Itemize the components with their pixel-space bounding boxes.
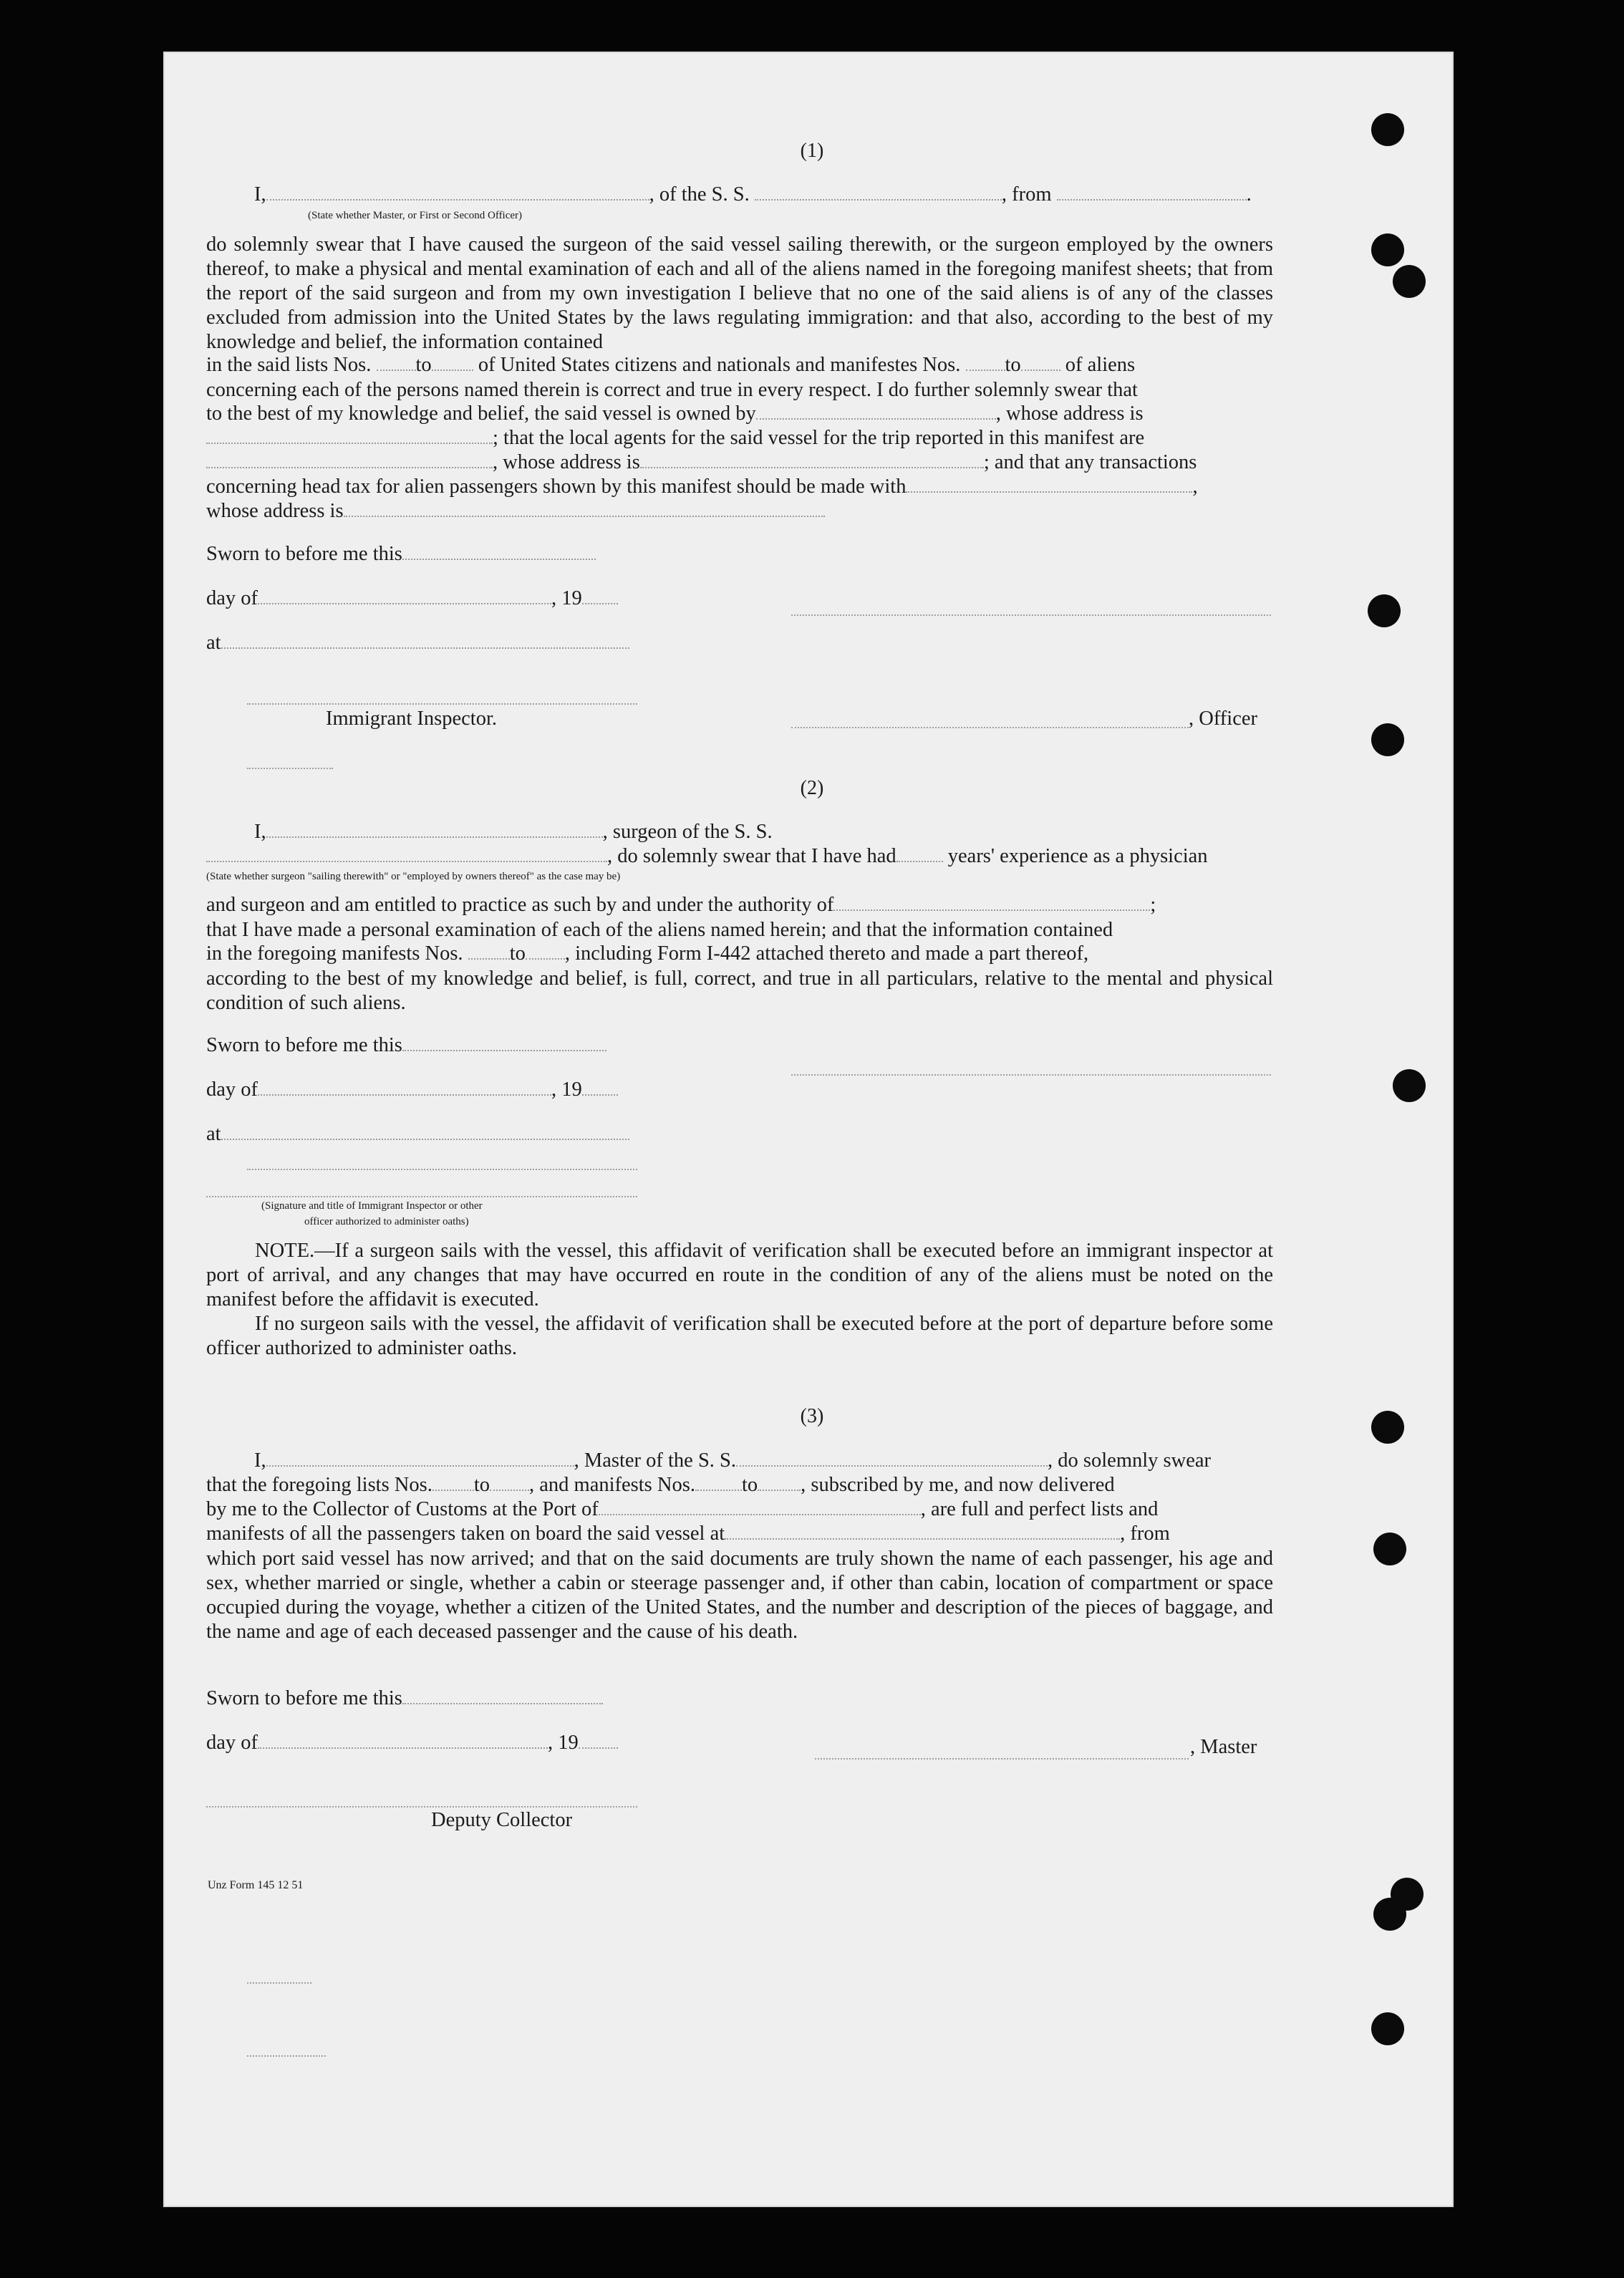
s2-line-1 — [254, 821, 773, 844]
s1-whose-address-label: , whose address is — [995, 402, 1144, 425]
s3-lists-to: to — [473, 1474, 490, 1496]
s3-swear-label: , do solemnly swear — [1048, 1449, 1211, 1472]
s3-sworn-label: Sworn to before me this — [206, 1687, 402, 1709]
s1-whose-label: whose address is — [206, 500, 344, 522]
s2-at-line — [206, 1123, 629, 1146]
s2-sworn-line — [206, 1034, 606, 1057]
s2-manifests-to: to — [509, 942, 526, 965]
s3-manifests-label: , and manifests Nos. — [529, 1474, 695, 1496]
s2-paragraph-2: according to the best of my knowledge and belief, is full, correct, and true in all particulars, relative to the mental and physical condition of such aliens. — [206, 967, 1273, 1014]
s2-paragraph-1: that I have made a personal examination of each of the aliens named herein; and that the information contained — [206, 919, 1113, 941]
s2-no-surgeon-paragraph: If no surgeon sails with the vessel, the affidavit of verification shall be executed before at the port of departure before some officer authorized to administer oaths. — [206, 1313, 1273, 1359]
s2-note-paragraph: NOTE.—If a surgeon sails with the vessel, this affidavit of verification shall be executed before an immigrant inspector at port of arrival, and any changes that may have occurred en route in the condition of any of the aliens must be noted on the manifest before the affidavit is executed. — [206, 1240, 1273, 1311]
s2-i-label: I, — [254, 821, 266, 843]
binder-hole-icon — [1371, 2012, 1404, 2045]
s3-line-1 — [254, 1449, 1211, 1472]
form-number: Unz Form 145 12 51 — [208, 1879, 304, 1891]
s2-signature-note-2: officer authorized to administer oaths) — [304, 1216, 469, 1227]
s1-transactions-label: ; and that any transactions — [983, 451, 1197, 473]
s2-physician-label: years' experience as a physician — [947, 845, 1208, 867]
s2-signature-note-1: (Signature and title of Immigrant Inspector or other — [261, 1200, 483, 1212]
binder-hole-icon — [1368, 594, 1401, 627]
s1-manifest-to: to — [1005, 354, 1021, 376]
s2-year-label: , 19 — [551, 1078, 582, 1101]
s1-at-label: at — [206, 632, 221, 654]
s3-year-label: , 19 — [548, 1732, 579, 1754]
section-1-number: (1) — [800, 140, 824, 162]
s2-at-label: at — [206, 1123, 221, 1145]
s1-inspector-label: Immigrant Inspector. — [326, 708, 498, 730]
s3-master-label: , Master — [1190, 1736, 1257, 1758]
s1-agent-address-label: , whose address is — [493, 451, 640, 473]
s1-lists-to: to — [415, 354, 432, 376]
s3-vessel-at-label: manifests of all the passengers taken on board the said vessel at — [206, 1522, 725, 1545]
s3-sworn-line — [206, 1687, 603, 1710]
s1-officer-note: (State whether Master, or First or Second Officer) — [308, 210, 523, 221]
s2-authority-label: and surgeon and am entitled to practice as such by and under the authority of — [206, 894, 834, 916]
s1-at-line — [206, 632, 629, 655]
binder-hole-icon — [1371, 233, 1404, 266]
s2-surgeon-label: , surgeon of the S. S. — [602, 821, 773, 843]
s1-officer-label: , Officer — [1189, 708, 1258, 730]
s1-citizens-label: of United States citizens and nationals and manifestes Nos. — [478, 354, 961, 376]
binder-hole-icon — [1393, 265, 1426, 298]
s3-line-2 — [206, 1474, 1115, 1497]
s2-day-line — [206, 1078, 618, 1101]
s1-day-label: day of — [206, 587, 258, 609]
s1-sworn-label: Sworn to before me this — [206, 543, 402, 565]
s3-lists-label: that the foregoing lists Nos. — [206, 1474, 432, 1496]
s2-manifests-line — [206, 942, 1088, 965]
binder-hole-icon — [1373, 1898, 1406, 1931]
s3-line-3 — [206, 1498, 1158, 1521]
s3-line-4 — [206, 1522, 1170, 1545]
section-2-number: (2) — [800, 777, 824, 799]
s1-year-label: , 19 — [551, 587, 582, 609]
binder-hole-icon — [1393, 1069, 1426, 1102]
s1-agents-line — [206, 427, 1144, 450]
s1-sworn-line — [206, 543, 596, 566]
section-3-number: (3) — [800, 1405, 824, 1427]
s2-manifests-label: in the foregoing manifests Nos. — [206, 942, 463, 965]
s3-from-label: , from — [1120, 1522, 1170, 1545]
s2-form-label: , including Form I-442 attached thereto and made a part thereof, — [564, 942, 1089, 965]
s3-port-label: by me to the Collector of Customs at the Port of — [206, 1498, 599, 1520]
s2-day-label: day of — [206, 1078, 258, 1101]
s1-aliens-label: of aliens — [1065, 354, 1136, 376]
s1-paragraph-2: concerning each of the persons named therein is correct and true in every respect. I do further solemnly swear that — [206, 379, 1138, 401]
s3-manifests-to: to — [741, 1474, 758, 1496]
s1-line-1 — [254, 183, 1252, 206]
s2-authority-line — [206, 894, 1156, 917]
s1-headtax-comma: , — [1192, 476, 1198, 498]
s1-paragraph-1: do solemnly swear that I have caused the surgeon of the said vessel sailing therewith, or the surgeon employed by the owners thereof, to make a physical and mental examination of each and all of the aliens named in the foregoing manifest sheets; that from the report of the said surgeon and from my own investigation I believe that no one of the said aliens is of any of the classes excluded from admission into the United States by the laws regulating immigration: and that also, according to the best of my knowledge and belief, the information contained — [206, 233, 1273, 353]
s2-years-label: , do solemnly swear that I have had — [607, 845, 896, 867]
s2-sworn-label: Sworn to before me this — [206, 1034, 402, 1056]
s1-from-label: , from — [1001, 183, 1052, 206]
s1-lists-line — [206, 354, 1135, 377]
s3-i-label: I, — [254, 1449, 266, 1472]
s3-paragraph-1: which port said vessel has now arrived; and that on the said documents are truly shown the name of each passenger, his age and sex, whether married or single, whether a cabin or steerage passenger and, if other than cabin, location of compartment or space occupied during the voyage, whether a citizen of the United States, and the number and description of the pieces of baggage, and the name and age of each deceased passenger and the cause of his death. — [206, 1548, 1273, 1643]
s1-of-ss-label: , of the S. S. — [649, 183, 750, 206]
s3-day-label: day of — [206, 1732, 258, 1754]
s2-surgeon-note: (State whether surgeon "sailing therewith" or "employed by owners thereof" as the case may be) — [206, 871, 621, 882]
s1-whose-line — [206, 500, 825, 523]
s1-owned-line — [206, 402, 1144, 425]
binder-hole-icon — [1373, 1533, 1406, 1565]
s1-day-line — [206, 587, 618, 610]
s2-line-2 — [206, 845, 1208, 868]
s1-end-period: . — [1246, 183, 1252, 206]
s1-i-label: I, — [254, 183, 266, 206]
s1-headtax-line — [206, 476, 1198, 498]
s3-delivered-label: , subscribed by me, and now delivered — [801, 1474, 1115, 1496]
s1-headtax-label: concerning head tax for alien passengers shown by this manifest should be made with — [206, 476, 907, 498]
s3-full-lists-label: , are full and perfect lists and — [920, 1498, 1159, 1520]
s1-lists-label: in the said lists Nos. — [206, 354, 372, 376]
binder-hole-icon — [1371, 723, 1404, 756]
s3-deputy-collector-label: Deputy Collector — [431, 1809, 573, 1831]
s1-address-line — [206, 451, 1197, 474]
s3-master-of-label: , Master of the S. S. — [574, 1449, 737, 1472]
s3-day-line — [206, 1732, 618, 1755]
s1-owned-label: to the best of my knowledge and belief, the said vessel is owned by — [206, 402, 756, 425]
s1-agents-label: ; that the local agents for the said vessel for the trip reported in this manifest are — [493, 427, 1145, 449]
s2-authority-end: ; — [1150, 894, 1156, 916]
